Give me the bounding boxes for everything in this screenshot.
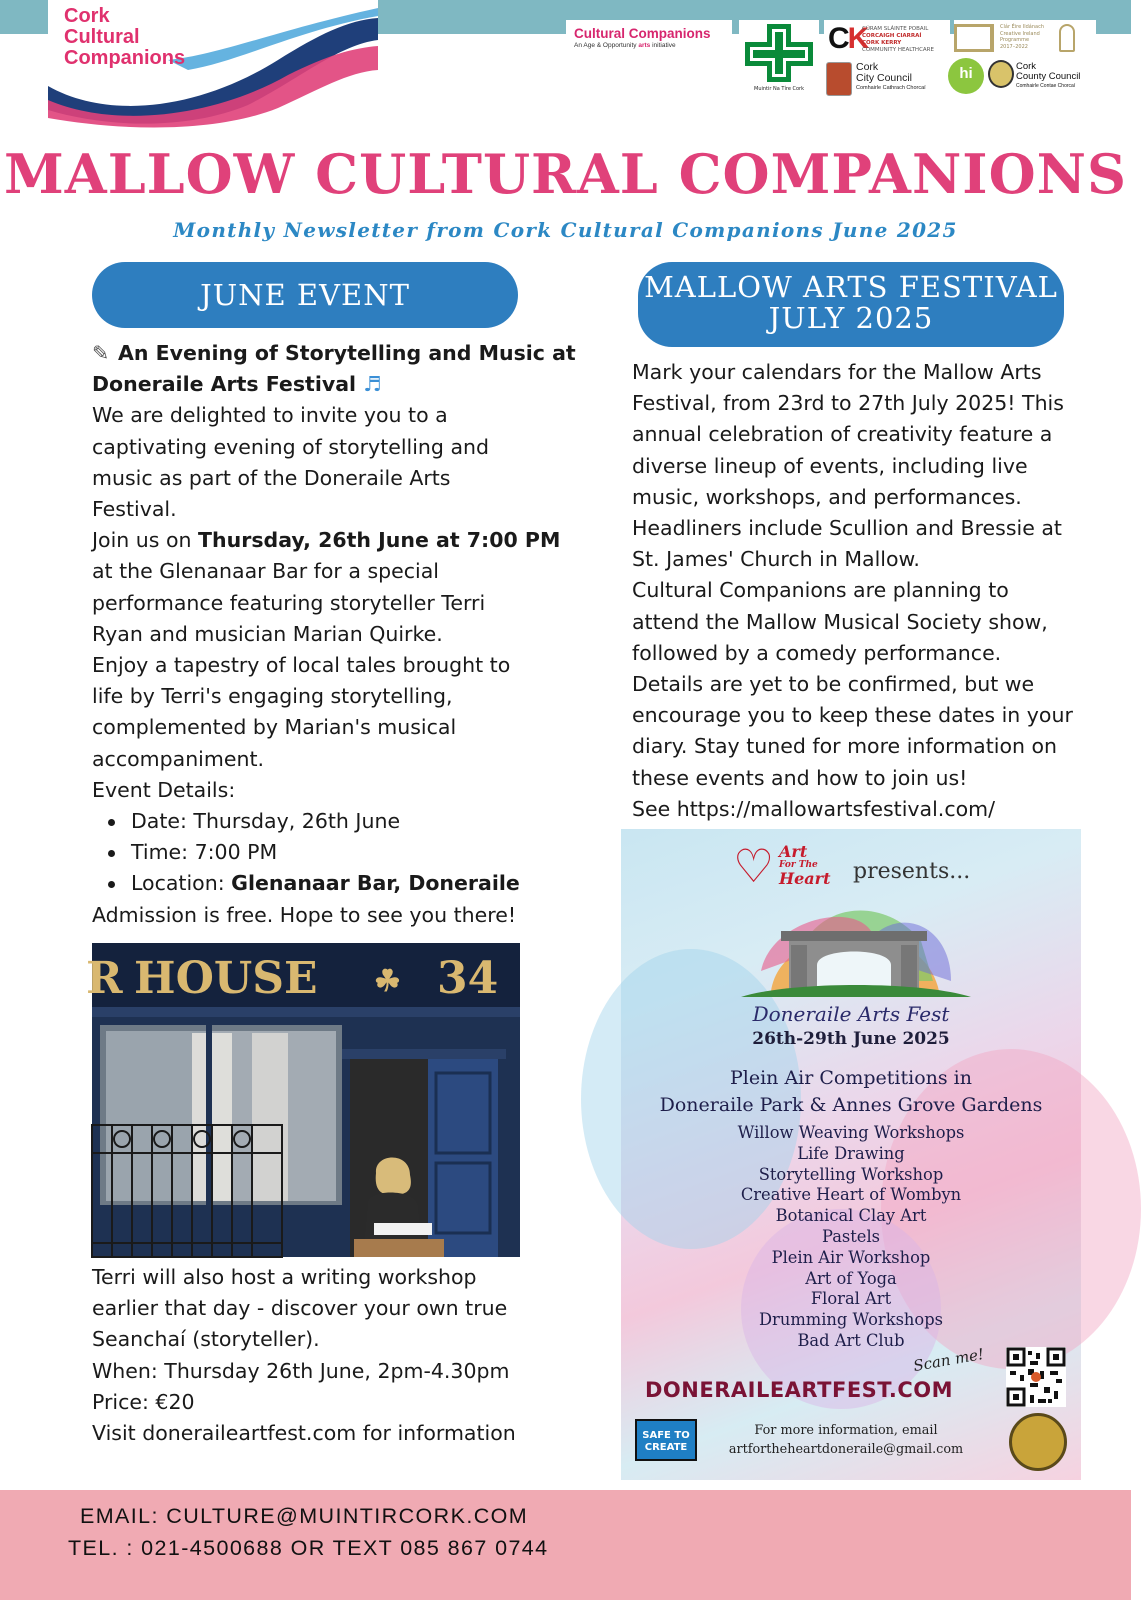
poster-workshop-item: Pastels — [821, 1226, 881, 1246]
june-event-body — [92, 338, 576, 931]
safe-line-2: CREATE — [644, 1442, 688, 1453]
festival-line: these events and how to join us! — [632, 765, 968, 790]
detail-location — [92, 868, 572, 899]
partner-logos — [566, 20, 1096, 102]
sign-letter-r: R — [86, 953, 123, 1004]
sign-number: 34 — [437, 953, 499, 1004]
event-description-line: performance featuring storyteller Terri — [92, 590, 486, 615]
safe-line-1: SAFE TO — [642, 1430, 690, 1441]
art-line-3: Heart — [779, 869, 831, 888]
creative-ireland-line-1: Clár Éire Ildánach — [1000, 24, 1045, 30]
festival-line: Mark your calendars for the Mallow Arts — [632, 360, 1042, 384]
art-line-1: Art — [779, 842, 808, 861]
cork-county-council-logo — [954, 20, 1096, 102]
sign-house: HOUSE — [134, 953, 318, 1004]
newsletter-subtitle: Monthly Newsletter from Cork Cultural Companions June 2025 — [173, 218, 958, 242]
plein-line-1: Plein Air Competitions in — [730, 1067, 972, 1089]
cultural-companions-tagline — [574, 42, 726, 49]
join-pre: Join us on — [92, 528, 199, 553]
county-line-1: Cork — [1016, 61, 1037, 72]
festival-heading — [638, 262, 1064, 347]
county-line-3: Comhairle Contae Chorcaí — [1016, 83, 1076, 89]
event-intro-line: captivating evening of storytelling and — [92, 434, 490, 459]
poster-dates: 26th-29th June 2025 — [752, 1029, 950, 1049]
hse-line-4: COMMUNITY HEALTHCARE — [862, 47, 934, 53]
microphone-icon: ✎ — [92, 341, 110, 365]
poster-workshop-item: Creative Heart of Wombyn — [740, 1185, 962, 1205]
poster-workshop-item: Willow Weaving Workshops — [737, 1123, 965, 1142]
tagline-post: initiative — [650, 42, 676, 49]
info-line-2: artfortheheartdoneraile@gmail.com — [728, 1442, 964, 1457]
city-line-2: City Council — [856, 72, 913, 84]
festival-line: Headliners include Scullion and Bressie at — [632, 516, 1062, 541]
muintir-na-tire-logo — [739, 20, 819, 102]
doneraile-arts-fest-poster — [621, 829, 1081, 1480]
festival-line: diverse lineup of events, including live — [632, 453, 1028, 478]
poster-workshop-item: Life Drawing — [797, 1143, 905, 1163]
gate-illustration — [621, 881, 1081, 1001]
event-description-line: Enjoy a tapestry of local tales brought to — [92, 653, 511, 678]
festival-line: encourage you to keep these dates in your — [632, 703, 1073, 728]
festival-body — [632, 357, 1102, 825]
festival-line: attend the Mallow Musical Society show, — [632, 609, 1048, 634]
workshop-line: Seanchaí (storyteller). — [92, 1327, 320, 1352]
festival-heading-line-2: JULY 2025 — [768, 301, 934, 335]
festival-line: Details are yet to be confirmed, but we — [632, 672, 1035, 697]
logo-line-2: Cultural — [64, 26, 140, 48]
healthy-ireland-logo: hi — [948, 58, 984, 94]
presents-text: presents... — [853, 859, 971, 884]
location-label: Location: — [131, 871, 232, 896]
event-headline-line-2 — [92, 369, 572, 400]
creative-ireland-text — [1000, 24, 1044, 50]
city-line-3: Comhairle Cathrach Chorcaí — [856, 85, 926, 91]
admission-line: Admission is free. Hope to see you there! — [92, 902, 517, 927]
hse-line-1: CÚRAM SLÁINTE POBAIL — [862, 26, 929, 32]
creative-ireland-line-3: Programme — [1000, 37, 1030, 43]
poster-workshop-item: Art of Yoga — [805, 1268, 897, 1288]
ck-monogram: CK — [828, 22, 868, 55]
workshop-line: When: Thursday 26th June, 2pm-4.30pm — [92, 1358, 510, 1383]
detail-date: Date: Thursday, 26th June — [92, 806, 572, 837]
festival-line: diary. Stay tuned for more information on — [632, 734, 1058, 759]
festival-line: music, workshops, and performances. — [632, 484, 1022, 509]
city-council-text — [856, 62, 926, 92]
plein-line-2: Doneraile Park & Annes Grove Gardens — [659, 1094, 1043, 1116]
workshop-line: Terri will also host a writing workshop — [92, 1265, 477, 1289]
event-description-line: complemented by Marian's musical — [92, 715, 457, 740]
poster-workshop-item: Botanical Clay Art — [775, 1206, 927, 1226]
workshop-line: earlier that day - discover your own true — [92, 1296, 508, 1321]
cork-city-council-logo — [824, 20, 950, 102]
festival-heading-line-1: MALLOW ARTS FESTIVAL — [644, 270, 1058, 304]
poster-workshop-item: Floral Art — [810, 1289, 892, 1309]
newsletter-title: MALLOW CULTURAL COMPANIONS — [4, 142, 1127, 206]
safe-to-create-logo — [635, 1419, 697, 1461]
muintir-emblem-icon — [739, 20, 819, 86]
festival-line: Festival, from 23rd to 27th July 2025! This — [632, 391, 1064, 416]
hse-line-3: CORK KERRY — [862, 40, 902, 46]
art-line-2: For The — [779, 860, 818, 870]
june-event-heading: JUNE EVENT — [92, 262, 518, 328]
festival-line: St. James' Church in Mallow. — [632, 547, 920, 572]
music-notes-icon: ♬ — [363, 372, 382, 397]
event-intro-line: music as part of the Doneraile Arts — [92, 465, 451, 490]
event-description-line: Event Details: — [92, 777, 236, 802]
workshop-paragraph — [92, 1262, 572, 1449]
county-council-text — [1016, 62, 1080, 90]
info-line-1: For more information, email — [754, 1423, 938, 1438]
detail-time: Time: 7:00 PM — [92, 837, 572, 868]
festival-line: followed by a comedy performance. — [632, 640, 1002, 665]
cork-cultural-companions-logo — [48, 0, 378, 128]
event-description-paragraph — [92, 556, 572, 806]
logo-line-1: Cork — [64, 5, 110, 27]
footer-email: EMAIL: CULTURE@MUINTIRCORK.COM — [80, 1504, 529, 1528]
poster-website: DONERAILEARTFEST.COM — [645, 1378, 954, 1402]
city-crest-icon — [826, 62, 852, 96]
tagline-pre: An Age & Opportunity — [574, 42, 639, 49]
county-seal-icon — [988, 60, 1014, 88]
footer-phone: TEL. : 021-4500688 OR TEXT 085 867 0744 — [68, 1536, 549, 1560]
location-value: Glenanaar Bar, Doneraile — [231, 871, 520, 896]
event-headline-text-1: An Evening of Storytelling and Music at — [118, 341, 576, 365]
hse-text — [862, 26, 934, 54]
poster-workshop-item: Drumming Workshops — [759, 1310, 943, 1330]
join-datetime: Thursday, 26th June at 7:00 PM — [198, 528, 561, 553]
poster-workshop-list — [621, 1123, 1081, 1352]
logo-line-3: Companions — [64, 47, 186, 69]
cultural-companions-name: Cultural Companions — [574, 26, 711, 41]
event-intro-line: Festival. — [92, 497, 177, 522]
bar-storefront-image — [86, 943, 520, 1257]
doneraile-crest-icon — [1009, 1413, 1067, 1471]
cultural-companions-logo — [566, 20, 732, 60]
workshop-line: Visit doneraileartfest.com for information — [92, 1421, 516, 1446]
event-intro-paragraph — [92, 400, 572, 525]
creative-ireland-icon — [954, 24, 990, 52]
city-line-1: Cork — [856, 61, 879, 73]
poster-workshop-item: Bad Art Club — [797, 1330, 905, 1350]
event-headline-line-1 — [92, 338, 576, 369]
muintir-caption: Muintir Na Tíre Cork — [754, 86, 804, 92]
event-join-line — [92, 525, 572, 556]
logo-text — [64, 6, 185, 69]
poster-workshop-item: Plein Air Workshop — [771, 1247, 931, 1267]
event-intro-line: We are delighted to invite you to a — [92, 403, 448, 428]
workshop-line: Price: €20 — [92, 1389, 195, 1414]
county-line-2: County Council — [1016, 71, 1081, 82]
event-description-line: life by Terri's engaging storytelling, — [92, 684, 453, 709]
festival-line: annual celebration of creativity feature a — [632, 422, 1053, 447]
festival-line: See https://mallowartsfestival.com/ — [632, 796, 996, 821]
event-headline-text-2: Doneraile Arts Festival — [92, 372, 357, 397]
event-description-line: Ryan and musician Marian Quirke. — [92, 621, 443, 646]
festival-line: Cultural Companions are planning to — [632, 578, 1009, 603]
qr-code-icon — [1006, 1347, 1066, 1407]
poster-fest-name: Doneraile Arts Fest — [752, 1002, 950, 1026]
creative-ireland-bar — [990, 24, 994, 52]
poster-workshop-item: Storytelling Workshop — [758, 1164, 944, 1184]
scan-me-text: Scan me! — [911, 1344, 986, 1376]
qr-code-graphic — [1006, 1347, 1066, 1407]
poster-plein-air — [621, 1065, 1081, 1119]
harp-icon — [1059, 24, 1075, 52]
event-description-line: accompaniment. — [92, 746, 265, 771]
creative-ireland-line-2: Creative Ireland — [1000, 30, 1040, 37]
creative-ireland-line-4: 2017–2022 — [1000, 43, 1028, 50]
glenanaar-bar-photo — [86, 943, 520, 1257]
shamrock-icon: ☘ — [374, 964, 401, 999]
event-description-line: at the Glenanaar Bar for a special — [92, 559, 439, 584]
tagline-arts: arts — [638, 42, 651, 49]
heart-icon: ♡ — [733, 839, 775, 893]
hse-line-2: CORCAIGH CIARRAÍ — [862, 33, 922, 39]
poster-contact-info — [721, 1421, 971, 1459]
